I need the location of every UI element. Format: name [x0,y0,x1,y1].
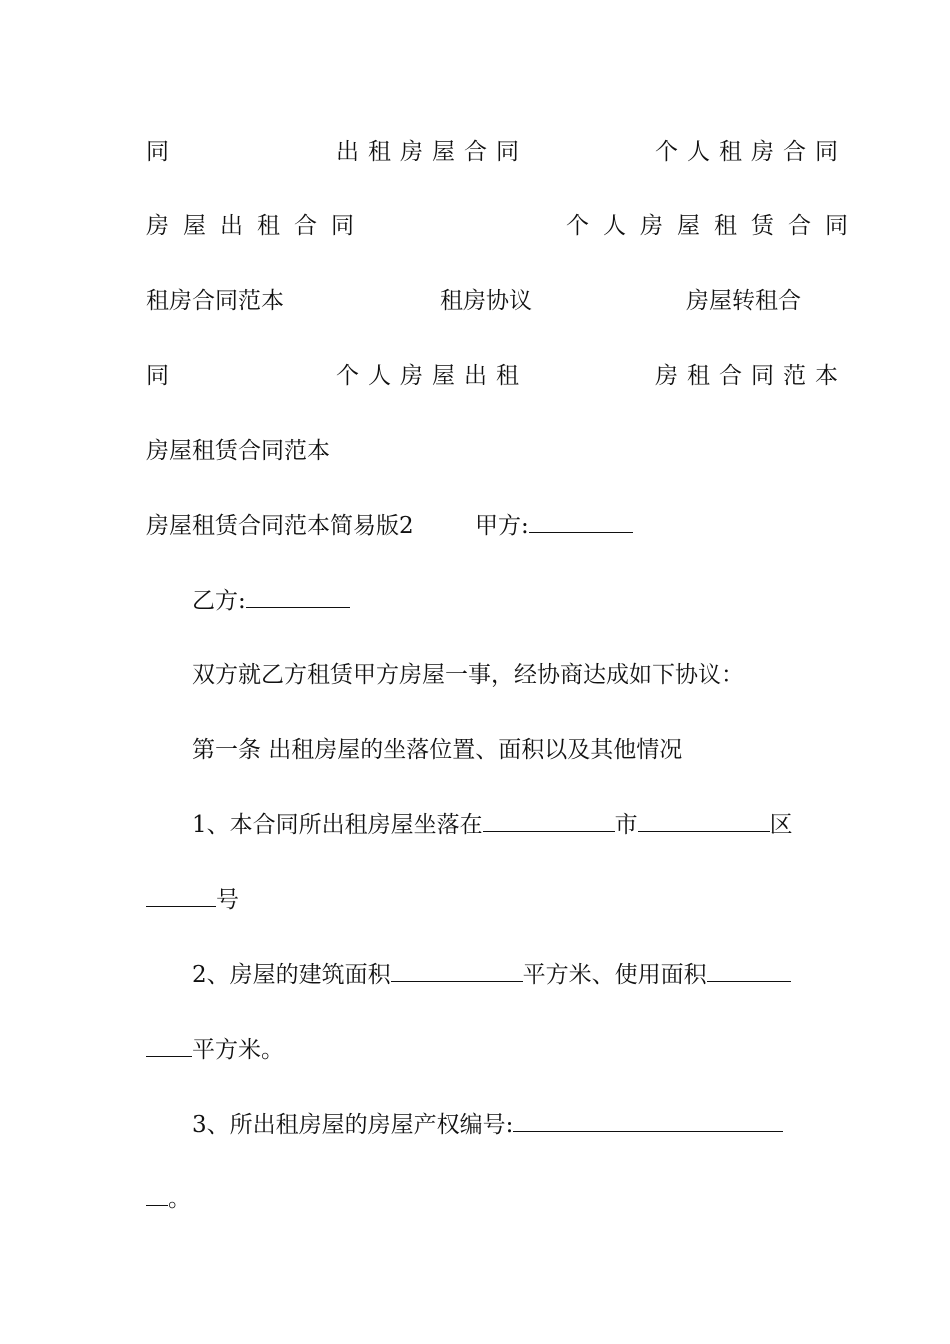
item-3-text-a: 3、所出租房屋的房屋产权编号: [192,1112,514,1138]
party-b-text: 乙方: [192,588,246,614]
item-1-blank-1 [483,811,615,832]
item-1-text-b: 市 [614,812,638,838]
related-link-6[interactable]: 租房合同范本 [146,288,284,314]
related-link-11[interactable]: 房租合同范本 [655,363,847,389]
item-1-blank-2 [638,811,770,832]
party-a-blank [529,512,633,533]
party-b-label [192,586,350,616]
related-link-1[interactable]: 同 [146,139,169,165]
item-3-text-b: 。 [168,1186,191,1212]
item-2-blank-1 [391,961,523,982]
item-1 [192,810,793,840]
related-link-10[interactable]: 个人房屋出租 [336,363,528,389]
item-2-text-b: 平方米、使用面积 [522,962,707,988]
intro-paragraph: 双方就乙方租赁甲方房屋一事，经协商达成如下协议： [192,662,744,688]
item-3-cont [146,1184,191,1214]
item-2-cont [146,1035,284,1065]
party-b-blank [246,587,350,608]
related-link-9[interactable]: 同 [146,363,169,389]
item-1-text-d: 号 [216,887,239,913]
item-1-cont [146,885,239,915]
item-3-blank-1 [513,1111,783,1132]
item-2-text-a: 2、房屋的建筑面积 [192,962,391,988]
item-1-text-c: 区 [769,812,793,838]
item-3 [192,1110,783,1140]
item-1-text-a: 1、本合同所出租房屋坐落在 [192,812,483,838]
item-2-text-c: 平方米。 [192,1037,284,1063]
doc-title: 房屋租赁合同范本简易版2 [146,513,414,539]
related-link-12[interactable]: 房屋租赁合同范本 [146,438,330,464]
related-link-8[interactable]: 房屋转租合 [686,288,801,314]
item-1-blank-3 [146,886,216,907]
item-2 [192,960,791,990]
related-link-7[interactable]: 租房协议 [440,288,532,314]
party-a-text: 甲方: [475,513,529,539]
item-2-blank-2 [707,961,791,982]
item-3-blank-2 [146,1185,168,1206]
related-link-4[interactable]: 房屋出租合同 [146,213,368,239]
related-link-3[interactable]: 个人租房合同 [655,139,847,165]
related-link-5[interactable]: 个人房屋租赁合同 [566,213,862,239]
party-a-label [475,511,633,541]
item-2-blank-3 [146,1036,192,1057]
article-1-heading: 第一条 出租房屋的坐落位置、面积以及其他情况 [192,737,683,763]
related-link-2[interactable]: 出租房屋合同 [336,139,528,165]
